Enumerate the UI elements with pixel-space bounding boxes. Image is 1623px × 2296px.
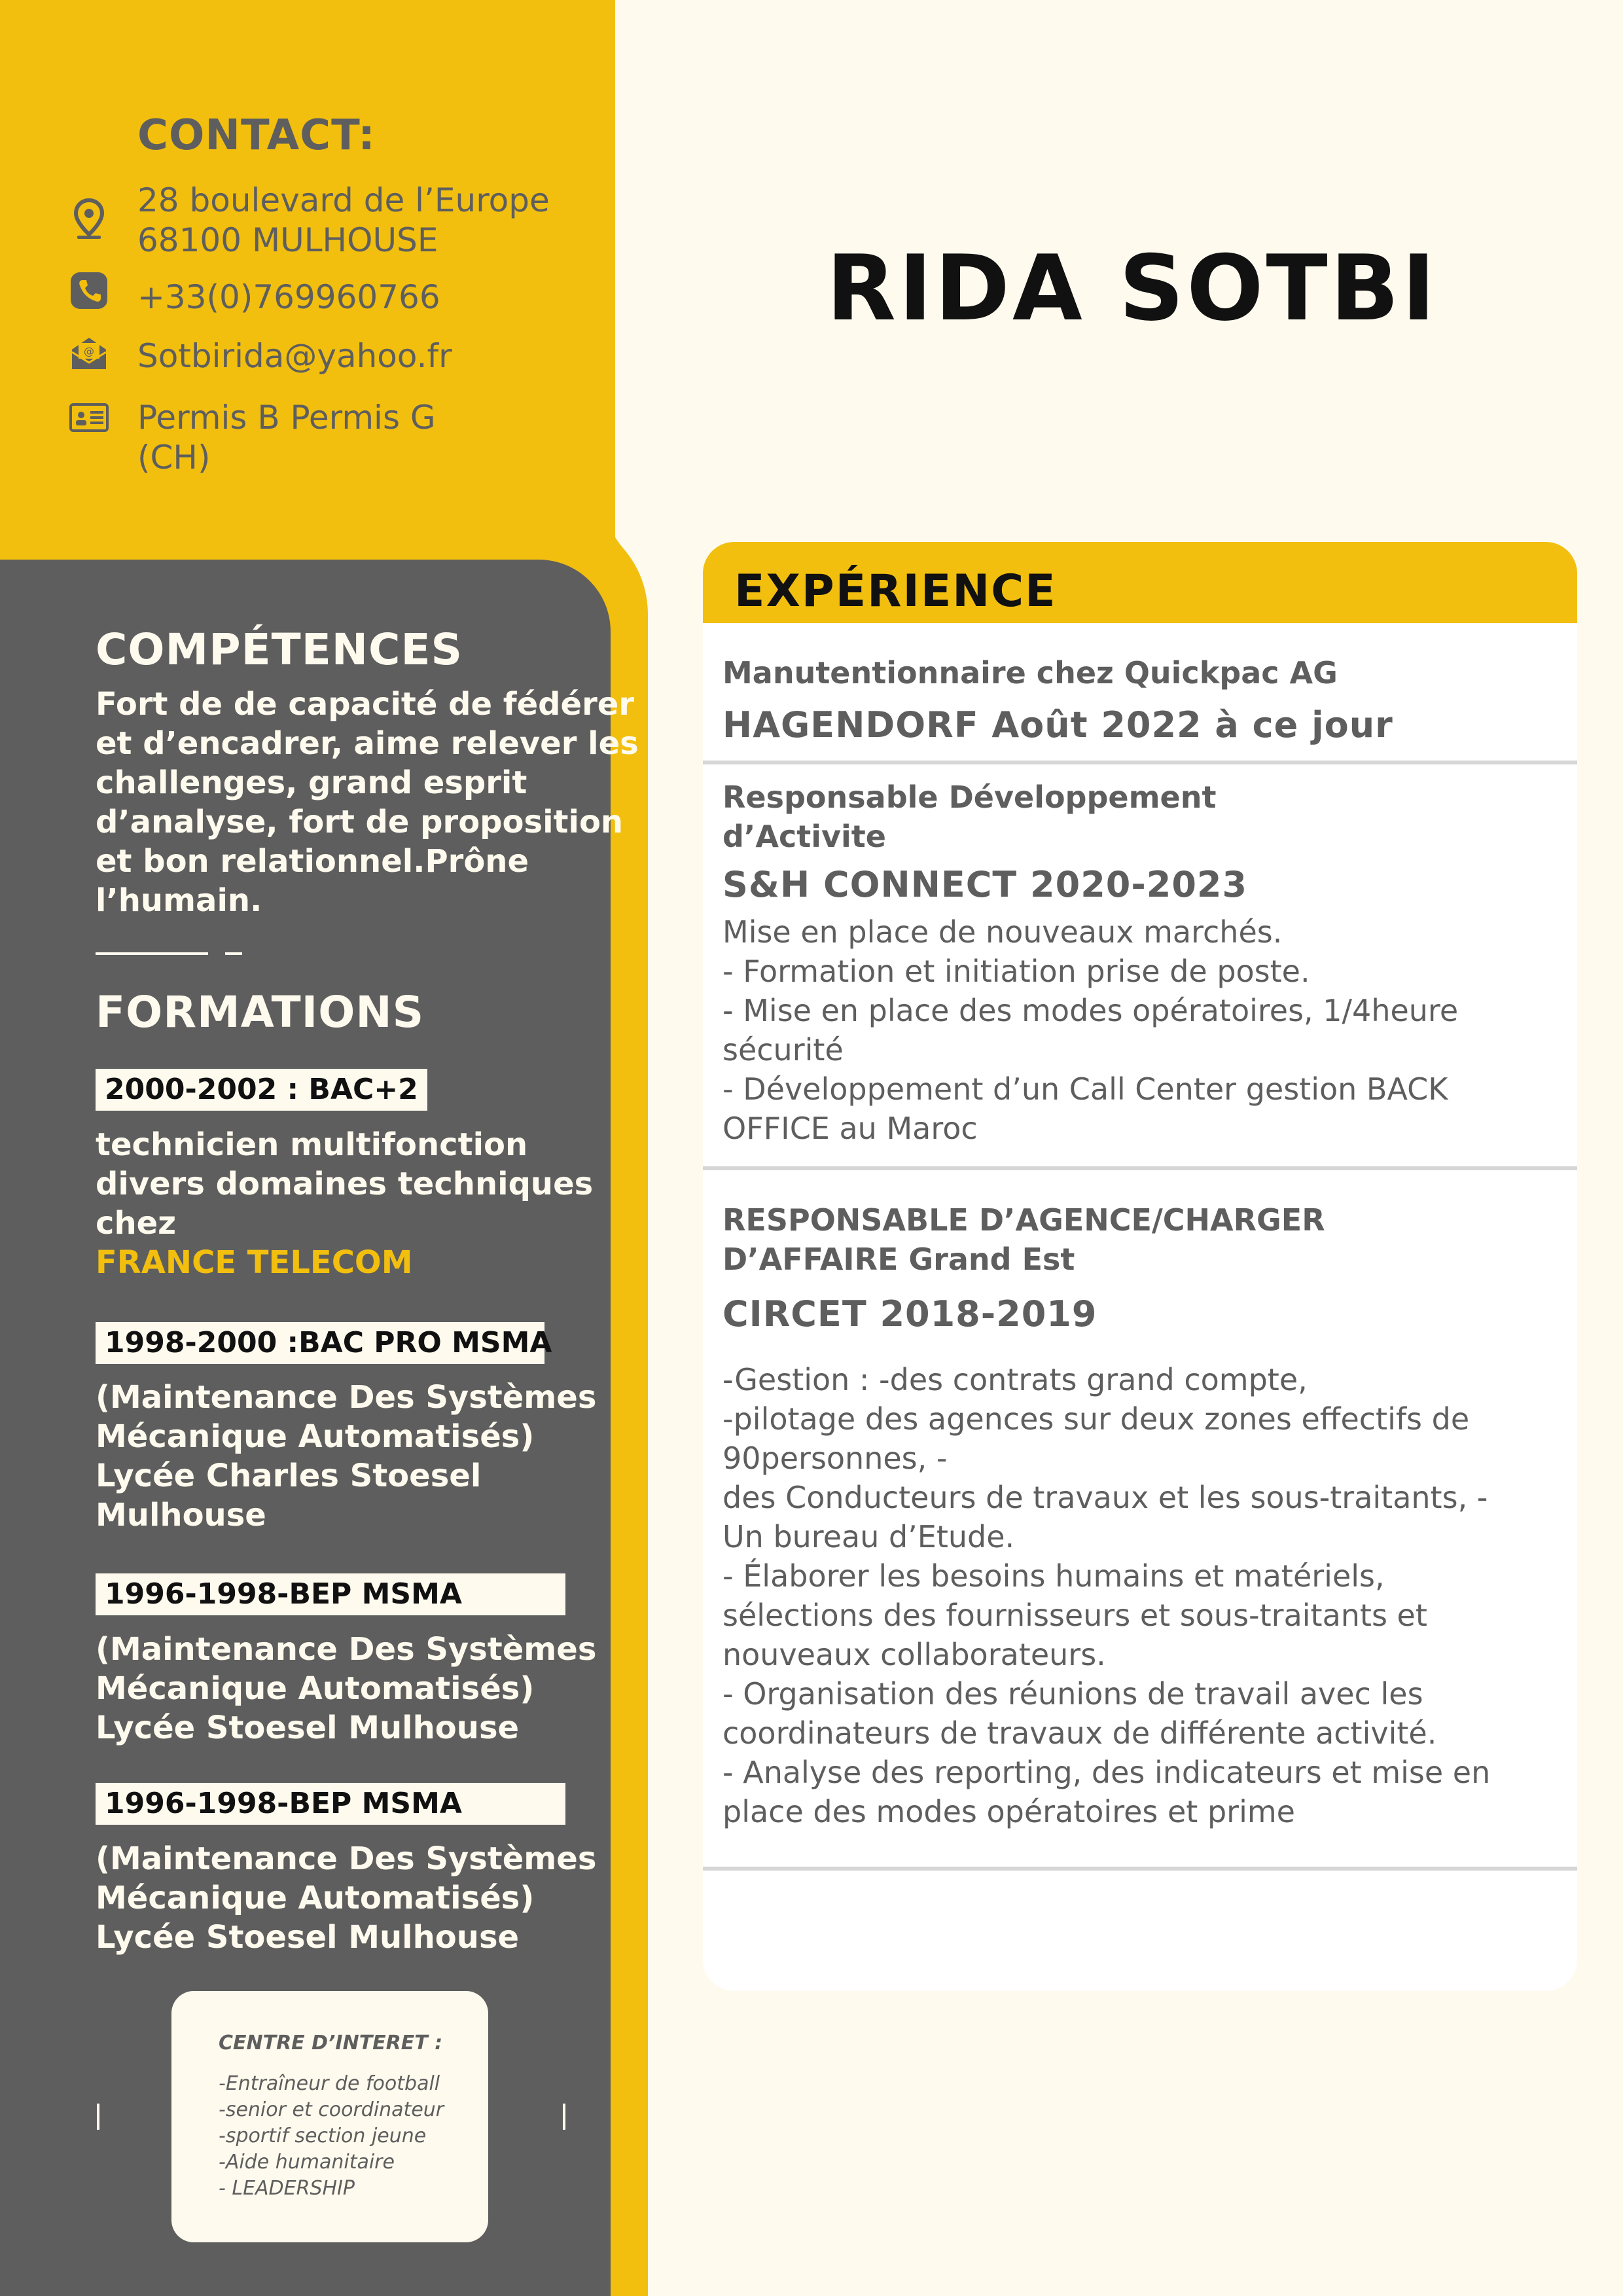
contact-address-line1: 28 boulevard de l’Europe bbox=[137, 181, 550, 219]
education-line: (Maintenance Des Systèmes bbox=[96, 1631, 597, 1668]
job-desc-line: - Formation et initiation prise de poste. bbox=[722, 954, 1310, 989]
job-desc-line: place des modes opératoires et prime bbox=[722, 1794, 1295, 1829]
job-desc-line: - Organisation des réunions de travail avec les bbox=[722, 1676, 1423, 1712]
contact-license-line1: Permis B Permis G bbox=[137, 399, 436, 437]
job-role-line: RESPONSABLE D’AGENCE/CHARGER bbox=[722, 1202, 1325, 1238]
education-line: (Maintenance Des Systèmes bbox=[96, 1379, 597, 1416]
location-pin-icon bbox=[68, 198, 110, 240]
skills-line: d’analyse, fort de proposition bbox=[96, 804, 624, 840]
skills-line: Fort de de capacité de fédérer bbox=[96, 686, 634, 723]
skills-title: COMPÉTENCES bbox=[96, 624, 463, 675]
education-line: Mécanique Automatisés) bbox=[96, 1670, 535, 1707]
skills-line: et bon relationnel.Prône bbox=[96, 843, 529, 880]
job-divider bbox=[703, 1166, 1577, 1170]
education-title: FORMATIONS bbox=[96, 987, 425, 1037]
job-description bbox=[722, 1360, 1490, 1831]
interest-item: -senior et coordinateur bbox=[219, 2098, 444, 2121]
job-role-line: d’Activite bbox=[722, 819, 886, 854]
job-desc-line: 90personnes, - bbox=[722, 1441, 948, 1476]
education-line: Lycée Stoesel Mulhouse bbox=[96, 1919, 520, 1956]
education-badge: 2000-2002 : BAC+2 bbox=[96, 1069, 427, 1111]
job-role bbox=[722, 778, 1216, 856]
job-desc-line: OFFICE au Maroc bbox=[722, 1111, 978, 1146]
job-desc-line: - Élaborer les besoins humains et matériels, bbox=[722, 1558, 1385, 1594]
job-company: S&H CONNECT 2020-2023 bbox=[722, 864, 1248, 905]
interests-title: CENTRE D’INTERET : bbox=[219, 2032, 443, 2054]
education-line: (Maintenance Des Systèmes bbox=[96, 1840, 597, 1877]
interest-item: -sportif section jeune bbox=[219, 2125, 427, 2147]
education-badge: 1996-1998-BEP MSMA bbox=[96, 1783, 565, 1825]
education-line: Lycée Charles Stoesel bbox=[96, 1458, 482, 1494]
education-line: Mécanique Automatisés) bbox=[96, 1880, 535, 1916]
job-desc-line: Un bureau d’Etude. bbox=[722, 1519, 1015, 1554]
interests-card bbox=[171, 1991, 488, 2242]
email-icon bbox=[68, 332, 110, 374]
decorative-tick bbox=[97, 2104, 99, 2130]
section-divider bbox=[96, 952, 208, 955]
job-desc-line: -pilotage des agences sur deux zones effectifs de bbox=[722, 1401, 1470, 1437]
job-role: Manutentionnaire chez Quickpac AG bbox=[722, 655, 1338, 691]
education-line: Lycée Stoesel Mulhouse bbox=[96, 1710, 520, 1746]
education-line: Mécanique Automatisés) bbox=[96, 1418, 535, 1455]
contact-title: CONTACT: bbox=[137, 111, 376, 160]
education-line: divers domaines techniques bbox=[96, 1166, 594, 1202]
section-divider-dot bbox=[225, 952, 242, 955]
job-desc-line: - Développement d’un Call Center gestion BACK bbox=[722, 1071, 1448, 1107]
candidate-name: RIDA SOTBI bbox=[826, 236, 1438, 341]
decorative-tick bbox=[563, 2104, 565, 2130]
job-divider bbox=[703, 761, 1577, 764]
job-desc-line: nouveaux collaborateurs. bbox=[722, 1637, 1106, 1672]
education-line: technicien multifonction bbox=[96, 1126, 528, 1163]
job-divider bbox=[703, 1867, 1577, 1871]
experience-title: EXPÉRIENCE bbox=[734, 565, 1057, 617]
job-desc-line: - Analyse des reporting, des indicateurs et mise en bbox=[722, 1755, 1491, 1790]
interest-item: -Entraîneur de football bbox=[219, 2072, 440, 2095]
skills-line: challenges, grand esprit bbox=[96, 764, 527, 801]
interest-item: - LEADERSHIP bbox=[219, 2177, 355, 2200]
job-desc-line: coordinateurs de travaux de différente activité. bbox=[722, 1715, 1437, 1751]
education-entry bbox=[96, 1630, 596, 1748]
interests-list bbox=[219, 2071, 444, 2202]
job-company: CIRCET 2018-2019 bbox=[722, 1293, 1097, 1335]
contact-phone[interactable]: +33(0)769960766 bbox=[137, 278, 440, 316]
education-entry bbox=[96, 1839, 596, 1957]
education-badge: 1996-1998-BEP MSMA bbox=[96, 1573, 565, 1615]
contact-email[interactable]: Sotbirida@yahoo.fr bbox=[137, 337, 452, 375]
education-entry bbox=[96, 1125, 593, 1282]
phone-icon bbox=[68, 270, 110, 312]
contact-address-line2: 68100 MULHOUSE bbox=[137, 221, 438, 259]
job-desc-line: des Conducteurs de travaux et les sous-traitants, - bbox=[722, 1480, 1488, 1515]
education-school-highlight: FRANCE TELECOM bbox=[96, 1244, 413, 1281]
skills-line: l’humain. bbox=[96, 882, 262, 919]
contact-license-line2: (CH) bbox=[137, 439, 211, 476]
education-line: chez bbox=[96, 1205, 177, 1242]
job-role bbox=[722, 1200, 1325, 1279]
svg-text:@: @ bbox=[84, 345, 94, 357]
education-line: Mulhouse bbox=[96, 1497, 266, 1534]
skills-line: et d’encadrer, aime relever les bbox=[96, 725, 639, 762]
job-desc-line: -Gestion : -des contrats grand compte, bbox=[722, 1362, 1308, 1397]
education-badge: 1998-2000 :BAC PRO MSMA bbox=[96, 1322, 544, 1364]
job-company: HAGENDORF Août 2022 à ce jour bbox=[722, 704, 1393, 745]
yellow-top-edge bbox=[609, 0, 615, 533]
interest-item: -Aide humanitaire bbox=[219, 2151, 395, 2174]
experience-card bbox=[703, 542, 1577, 1991]
job-desc-line: sélections des fournisseurs et sous-traitants et bbox=[722, 1598, 1427, 1633]
job-desc-line: - Mise en place des modes opératoires, 1/4heure bbox=[722, 993, 1459, 1028]
job-desc-line: Mise en place de nouveaux marchés. bbox=[722, 914, 1283, 950]
job-role-line: D’AFFAIRE Grand Est bbox=[722, 1242, 1075, 1277]
education-entry bbox=[96, 1378, 596, 1535]
job-description bbox=[722, 912, 1458, 1148]
id-card-icon bbox=[68, 397, 110, 439]
job-desc-line: sécurité bbox=[722, 1032, 844, 1067]
job-role-line: Responsable Développement bbox=[722, 780, 1217, 815]
skills-text bbox=[96, 685, 639, 920]
